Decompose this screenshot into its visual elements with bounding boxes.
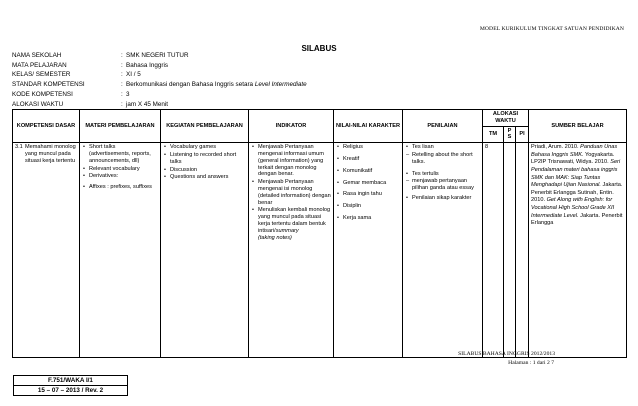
list-item: • Questions and answers — [163, 174, 246, 181]
header-pi: PI — [516, 126, 529, 143]
cell-materi — [80, 143, 161, 358]
cell-penilaian — [403, 143, 483, 358]
list-item: • Derivatives: — [82, 173, 158, 180]
info-separator: : — [121, 81, 123, 89]
list-item: • Menuliskan kembali monolog yang muncul pada situasi kerja tertentu dalam bentuk intisari/summary (taking notes) — [251, 207, 331, 241]
info-label: NAMA SEKOLAH — [12, 52, 62, 59]
header-penilaian: PENILAIAN — [403, 110, 483, 143]
table-row — [13, 143, 627, 358]
cell-kompetensi-dasar — [13, 143, 80, 358]
list-item: • Discussion — [163, 167, 246, 174]
footer-note: SILABUS BAHASA INGGRIS 2012/2013 — [458, 351, 555, 357]
list-item: • Kerja sama — [336, 215, 400, 222]
info-row-class — [12, 70, 307, 80]
header-kompetensi-dasar: KOMPETENSI DASAR — [13, 110, 80, 143]
info-value-italic: Level Intermediate — [254, 81, 307, 89]
info-value: Bahasa Inggris — [126, 61, 169, 69]
header-tm: TM — [483, 126, 504, 143]
list-item: • Rasa ingin tahu — [336, 191, 400, 198]
header-ps: P S — [504, 126, 516, 143]
list-item: • Disiplin — [336, 203, 400, 210]
header-kegiatan: KEGIATAN PEMBELAJARAN — [161, 110, 249, 143]
list-item: – menjawab pertanyaan pilihan ganda atau essay — [405, 178, 480, 192]
syllabus-table — [12, 109, 627, 358]
source-text: Trisnawati, Widya. 2010. — [547, 159, 609, 166]
info-separator: : — [121, 52, 123, 59]
cell-tm: 8 — [483, 143, 504, 358]
cell-kegiatan — [161, 143, 249, 358]
header-sumber: SUMBER BELAJAR — [529, 110, 627, 143]
page-number: Halaman : 1 dari 2 7 — [508, 360, 554, 366]
info-value: SMK NEGERI TUTUR — [126, 52, 189, 59]
source-text: Seri Pendalaman materi bahasa inggris SMK dan MAK: Siap Tuntas Menghadapi Ujian Nasional. — [531, 159, 621, 189]
list-item: • Short talks (advertisements, reports, announcements, dll) — [82, 144, 158, 164]
info-value: 3 — [126, 90, 130, 98]
info-value: jam X 45 Menit — [126, 100, 168, 108]
cell-pi — [516, 143, 529, 358]
cell-nilai — [334, 143, 403, 358]
kd-text: Memahami monolog yang muncul pada situasi kerja tertentu — [25, 144, 76, 164]
list-item: • Menjawab Pertanyaan mengenai isi monolog (detailed information) dengan benar — [251, 179, 331, 206]
info-row-school — [12, 51, 307, 61]
info-label: MATA PELAJARAN — [12, 61, 67, 69]
list-item: • Gemar membaca — [336, 180, 400, 187]
cell-sumber — [529, 143, 627, 358]
info-row-standard — [12, 80, 307, 90]
list-item: • Komunikatif — [336, 168, 400, 175]
list-item: • Tes lisan — [405, 144, 480, 151]
info-separator: : — [121, 90, 123, 98]
source-text: Jakarta. Penerbit Erlangga — [531, 182, 623, 196]
info-separator: : — [121, 61, 123, 69]
table-header-row — [13, 110, 627, 127]
header-indikator: INDIKATOR — [249, 110, 334, 143]
source-text: Priadi, Arum. 2010. — [531, 144, 579, 151]
info-label: STANDAR KOMPETENSI — [12, 81, 85, 89]
form-code-box — [13, 375, 128, 396]
list-item: • Religius — [336, 144, 400, 151]
kd-number: 3.1 — [15, 144, 23, 151]
form-code: F.751/WAKA I/1 — [48, 377, 93, 384]
info-row-subject — [12, 61, 307, 71]
header-note: MODEL KURIKULUM TINGKAT SATUAN PENDIDIKAN — [479, 26, 624, 32]
info-label: KELAS/ SEMESTER — [12, 71, 71, 79]
italic-term: summary — [275, 227, 299, 234]
list-item: • Kreatif — [336, 156, 400, 163]
list-item: • Relevant vocabulary — [82, 166, 158, 173]
italic-term: (taking notes) — [258, 234, 292, 241]
info-separator: : — [121, 100, 123, 108]
header-nilai: NILAI-NILAI KARAKTER — [334, 110, 403, 143]
source-text: Panduan Unas Bahasa Inggris SMK. — [531, 144, 618, 158]
source-text: Get Along with English: for Vocational High School Grade XII Intermediate Level. — [531, 197, 615, 219]
source-text: Jakarta. Penerbit Erlangga — [531, 212, 623, 227]
header-alokasi: ALOKASI WAKTU — [483, 110, 529, 127]
cell-indikator — [249, 143, 334, 358]
info-block — [12, 51, 307, 109]
info-value: Berkomunikasi dengan Bahasa Inggris setara Level Intermediate — [126, 81, 307, 89]
list-item: • Tes tertulis — [405, 171, 480, 178]
list-item: • Penilaian sikap karakter — [405, 195, 480, 202]
list-item: – Retelling about the short talks. — [405, 152, 480, 166]
source-text: Sutinah, Entin. 2010. — [531, 189, 614, 204]
header-materi: MATERI PEMBELAJARAN — [80, 110, 161, 143]
info-separator: : — [121, 71, 123, 79]
source-text: Yogyakarta. LP2IP — [531, 151, 615, 166]
info-value: XI / 5 — [126, 71, 141, 79]
list-item: • Listening to recorded short talks — [163, 152, 246, 166]
info-label: KODE KOMPETENSI — [12, 90, 73, 98]
page-title: SILABUS — [301, 44, 337, 53]
list-item: • Menjawab Pertanyaan mengenai informasi umum (general information) yang terkait dengan monolog dengan benar. — [251, 144, 331, 178]
info-row-code — [12, 90, 307, 100]
list-item: • Vocabulary games — [163, 144, 246, 151]
list-item: • Affixes : prefixes, suffixes — [82, 184, 158, 191]
form-date: 15 – 07 – 2013 / Rev. 2 — [14, 385, 127, 395]
cell-ps — [504, 143, 516, 358]
info-label: ALOKASI WAKTU — [12, 100, 64, 108]
info-row-time — [12, 100, 307, 110]
